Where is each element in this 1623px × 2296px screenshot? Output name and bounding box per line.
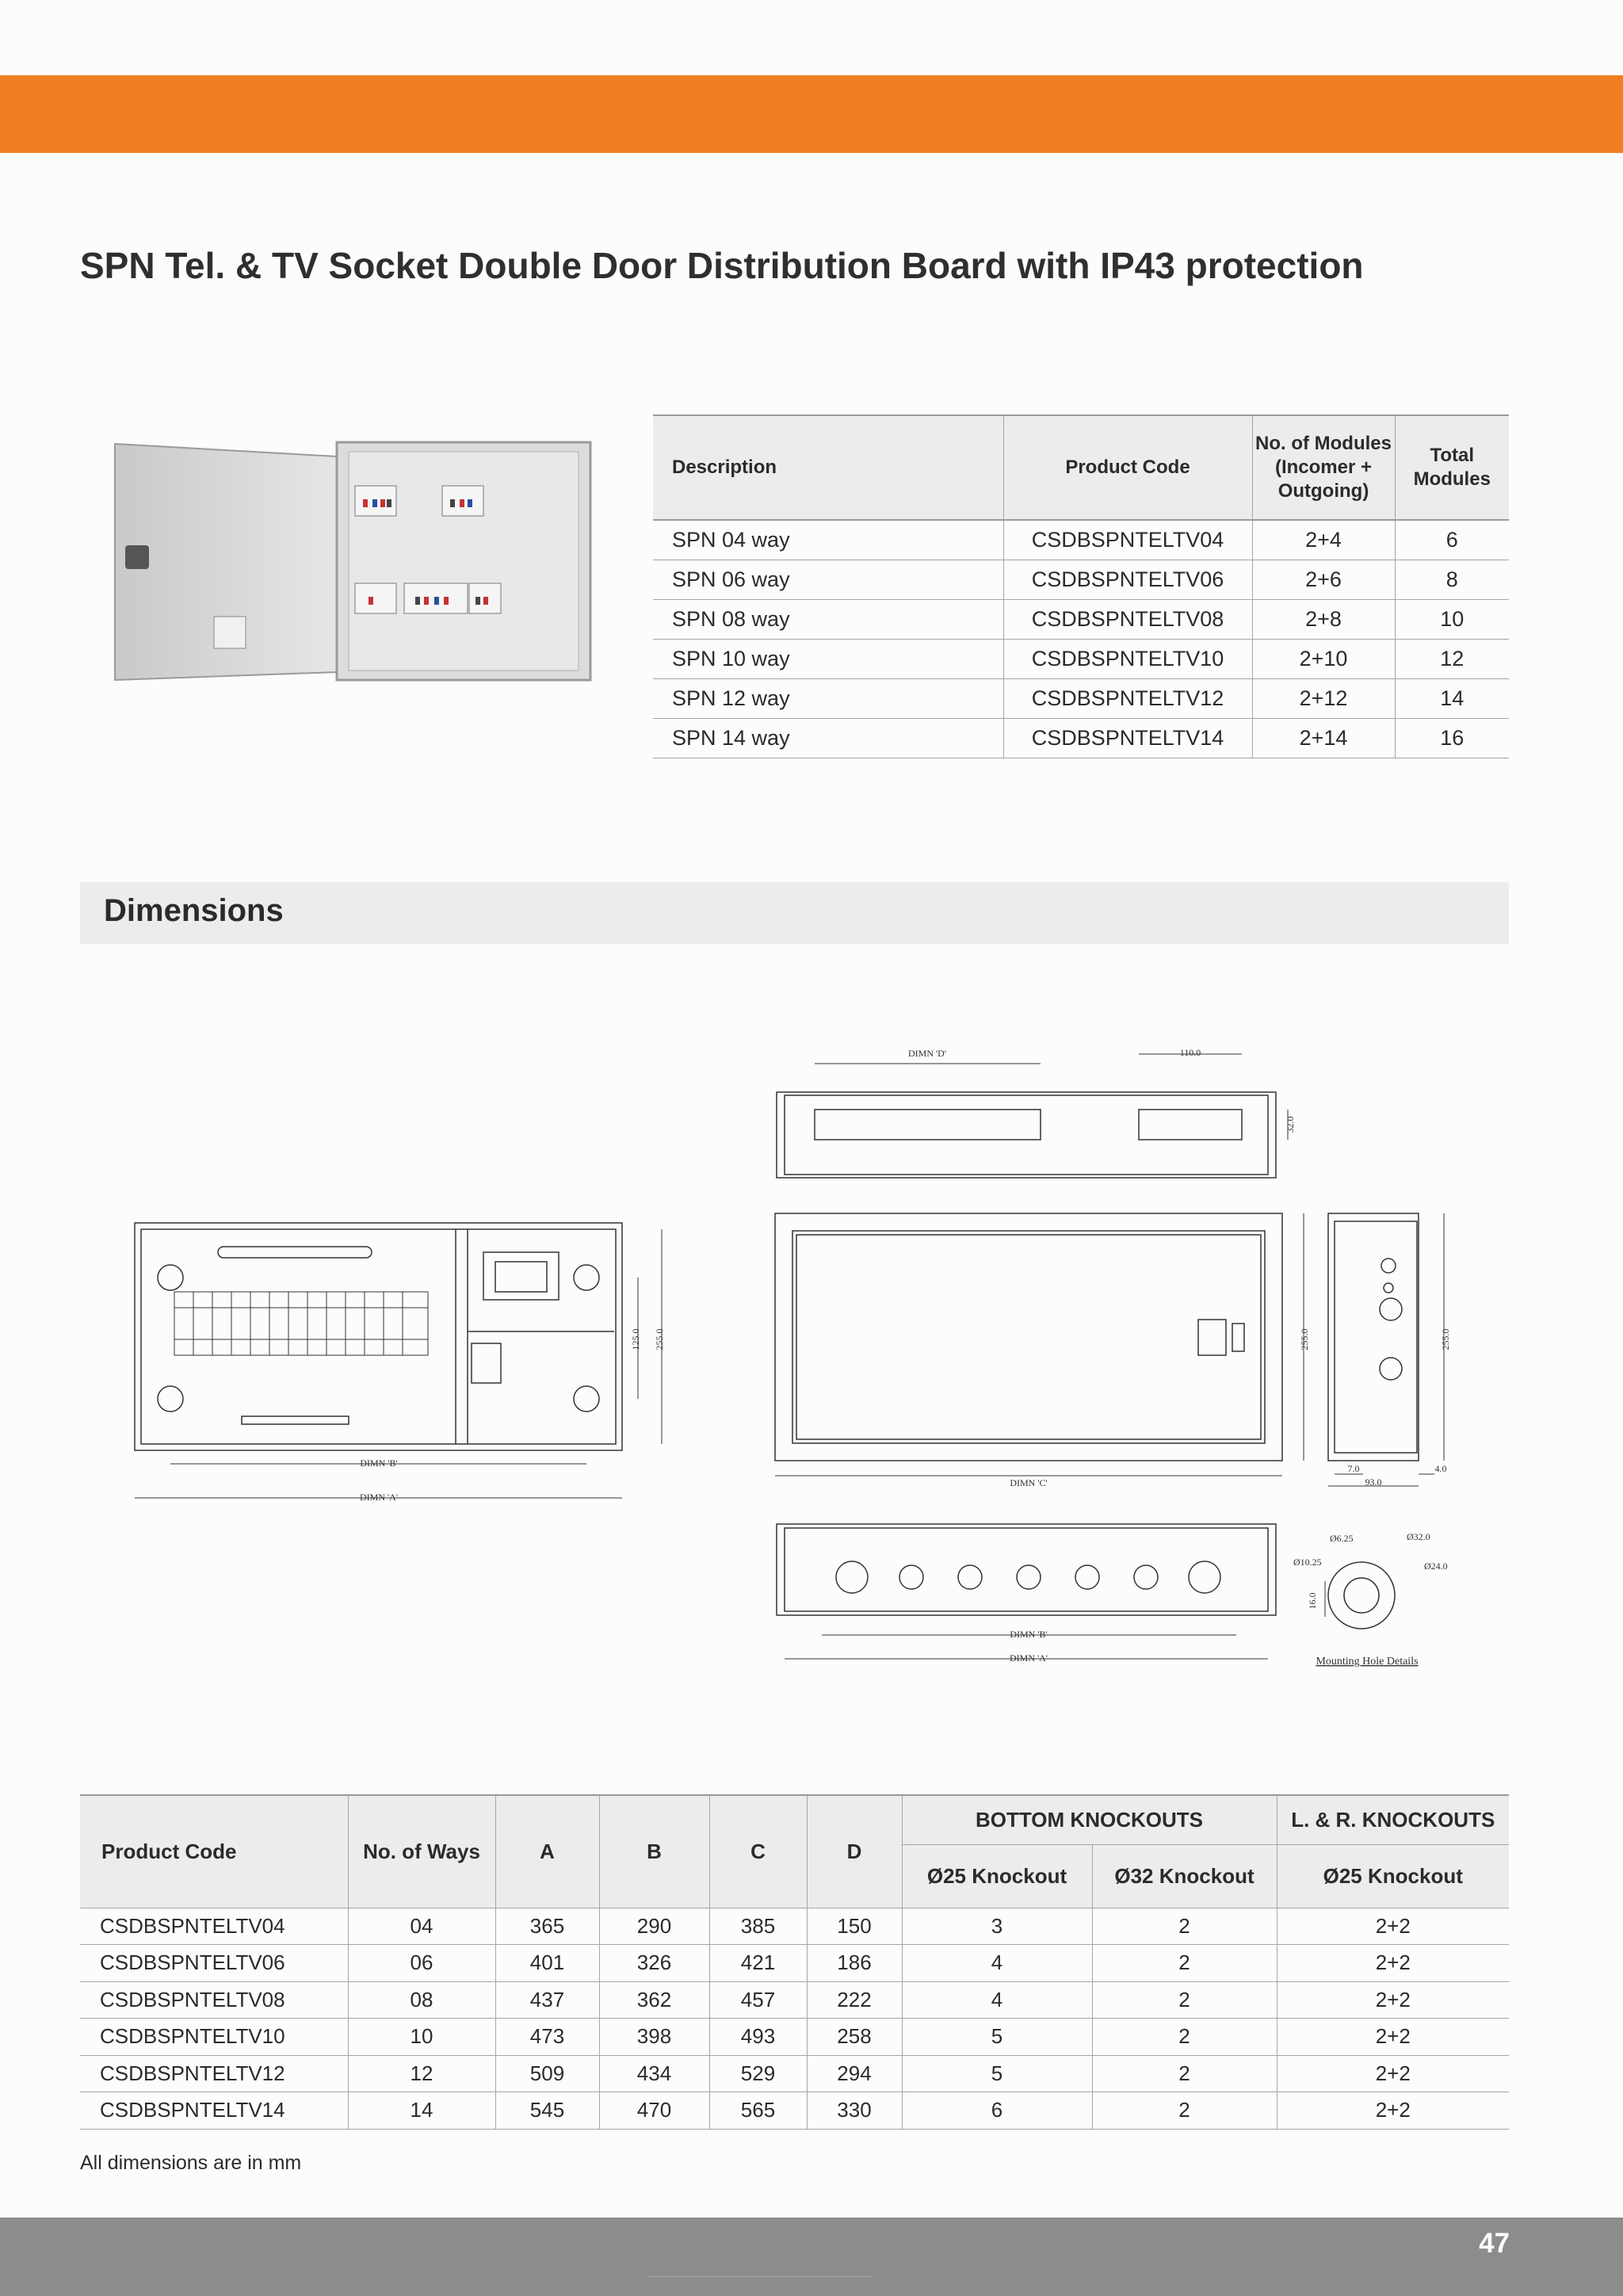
- table-row: [80, 2019, 1509, 2056]
- dimension-drawing: [0, 1030, 1623, 1688]
- label-255-side: 255.0: [1440, 1328, 1451, 1350]
- col-group-bottom-knockouts: BOTTOM KNOCKOUTS: [902, 1795, 1277, 1844]
- col-no-of-modules: No. of Modules (Incomer + Outgoing): [1252, 415, 1395, 520]
- label-4: 4.0: [1434, 1463, 1447, 1474]
- cell-k25: 6: [902, 2092, 1092, 2130]
- cell-d: 330: [807, 2092, 902, 2130]
- cell-modules: 2+12: [1252, 678, 1395, 718]
- cell-a: 509: [495, 2055, 599, 2092]
- top-accent-band: [0, 75, 1623, 153]
- cell-total: 10: [1395, 599, 1509, 639]
- label-dia-24: Ø24.0: [1424, 1561, 1448, 1572]
- label-255-front: 255.0: [654, 1328, 665, 1350]
- cell-ways: 10: [348, 2019, 495, 2056]
- cell-k25: 4: [902, 1981, 1092, 2019]
- cell-ways: 12: [348, 2055, 495, 2092]
- table-row: [80, 2092, 1509, 2130]
- cell-k25: 3: [902, 1908, 1092, 1945]
- col-c: C: [709, 1795, 807, 1908]
- label-dimn-b-bottom: DIMN 'B': [1010, 1629, 1048, 1640]
- mounting-hole-detail: [1325, 1562, 1395, 1629]
- col-product-code: Product Code: [80, 1795, 348, 1908]
- cell-description: SPN 12 way: [653, 678, 1003, 718]
- cell-product-code: CSDBSPNTELTV14: [80, 2092, 348, 2130]
- cell-c: 421: [709, 1945, 807, 1982]
- table-row: [653, 639, 1509, 678]
- table-row: [653, 599, 1509, 639]
- dimensions-title: Dimensions: [104, 893, 284, 928]
- cell-k25: 5: [902, 2019, 1092, 2056]
- cell-description: SPN 08 way: [653, 599, 1003, 639]
- cell-product-code: CSDBSPNTELTV14: [1003, 718, 1252, 758]
- page-number: 47: [1479, 2228, 1510, 2259]
- cell-d: 222: [807, 1981, 902, 2019]
- cell-b: 290: [599, 1908, 709, 1945]
- cell-product-code: CSDBSPNTELTV12: [1003, 678, 1252, 718]
- side-view: [1328, 1213, 1444, 1486]
- cell-b: 362: [599, 1981, 709, 2019]
- label-mounting-hole-details: Mounting Hole Details: [1316, 1656, 1419, 1668]
- cell-ways: 04: [348, 1908, 495, 1945]
- cell-d: 186: [807, 1945, 902, 1982]
- product-table: [653, 415, 1509, 758]
- cell-description: SPN 14 way: [653, 718, 1003, 758]
- cell-total: 16: [1395, 718, 1509, 758]
- table-row: [653, 678, 1509, 718]
- col-no-of-ways: No. of Ways: [348, 1795, 495, 1908]
- col-lr-25-knockout: Ø25 Knockout: [1277, 1844, 1509, 1908]
- product-table-header: [653, 415, 1509, 520]
- cell-d: 294: [807, 2055, 902, 2092]
- cell-description: SPN 06 way: [653, 560, 1003, 599]
- label-dia-6-25: Ø6.25: [1330, 1533, 1354, 1544]
- cell-k32: 2: [1092, 2092, 1277, 2130]
- col-32-knockout: Ø32 Knockout: [1092, 1844, 1277, 1908]
- product-photo: [111, 434, 602, 688]
- cell-product-code: CSDBSPNTELTV04: [80, 1908, 348, 1945]
- cell-k25: 4: [902, 1945, 1092, 1982]
- cell-k32: 2: [1092, 1908, 1277, 1945]
- col-product-code: Product Code: [1003, 415, 1252, 520]
- cell-ways: 14: [348, 2092, 495, 2130]
- cell-total: 12: [1395, 639, 1509, 678]
- cell-product-code: CSDBSPNTELTV06: [1003, 560, 1252, 599]
- col-d: D: [807, 1795, 902, 1908]
- cell-lr25: 2+2: [1277, 1981, 1509, 2019]
- cell-d: 258: [807, 2019, 902, 2056]
- cell-product-code: CSDBSPNTELTV06: [80, 1945, 348, 1982]
- cell-modules: 2+8: [1252, 599, 1395, 639]
- cell-a: 401: [495, 1945, 599, 1982]
- cell-total: 14: [1395, 678, 1509, 718]
- cell-ways: 08: [348, 1981, 495, 2019]
- cell-c: 385: [709, 1908, 807, 1945]
- cell-b: 398: [599, 2019, 709, 2056]
- cell-k32: 2: [1092, 1945, 1277, 1982]
- cell-c: 457: [709, 1981, 807, 2019]
- cell-product-code: CSDBSPNTELTV08: [1003, 599, 1252, 639]
- dimensions-footnote: All dimensions are in mm: [80, 2152, 302, 2174]
- cell-k25: 5: [902, 2055, 1092, 2092]
- cell-total: 6: [1395, 520, 1509, 560]
- cell-k32: 2: [1092, 1981, 1277, 2019]
- col-group-lr-knockouts: L. & R. KNOCKOUTS: [1277, 1795, 1509, 1844]
- cell-b: 434: [599, 2055, 709, 2092]
- cell-description: SPN 10 way: [653, 639, 1003, 678]
- table-row: [653, 560, 1509, 599]
- cell-product-code: CSDBSPNTELTV10: [80, 2019, 348, 2056]
- cell-a: 437: [495, 1981, 599, 2019]
- cell-a: 545: [495, 2092, 599, 2130]
- cell-total: 8: [1395, 560, 1509, 599]
- footer-rule: [648, 2276, 873, 2277]
- cell-b: 326: [599, 1945, 709, 1982]
- cell-lr25: 2+2: [1277, 2055, 1509, 2092]
- cell-lr25: 2+2: [1277, 1908, 1509, 1945]
- cell-d: 150: [807, 1908, 902, 1945]
- label-32: 32.0: [1285, 1116, 1296, 1133]
- front-view-closed: [775, 1213, 1304, 1476]
- label-255-closed: 255.0: [1299, 1328, 1310, 1350]
- cell-c: 493: [709, 2019, 807, 2056]
- cell-ways: 06: [348, 1945, 495, 1982]
- label-93: 93.0: [1365, 1477, 1382, 1488]
- table-row: [653, 718, 1509, 758]
- cell-modules: 2+4: [1252, 520, 1395, 560]
- cell-lr25: 2+2: [1277, 1945, 1509, 1982]
- top-view: [777, 1054, 1288, 1178]
- label-16: 16.0: [1307, 1592, 1318, 1610]
- dimension-table: [80, 1794, 1509, 2130]
- cell-lr25: 2+2: [1277, 2092, 1509, 2130]
- col-a: A: [495, 1795, 599, 1908]
- col-b: B: [599, 1795, 709, 1908]
- table-row: [80, 1908, 1509, 1945]
- cell-k32: 2: [1092, 2055, 1277, 2092]
- cell-a: 473: [495, 2019, 599, 2056]
- dimensions-header: [80, 882, 1509, 944]
- table-row: [80, 1981, 1509, 2019]
- cell-modules: 2+10: [1252, 639, 1395, 678]
- dimension-table-header-row-1: [80, 1795, 1509, 1844]
- col-25-knockout: Ø25 Knockout: [902, 1844, 1092, 1908]
- label-dia-10-25: Ø10.25: [1293, 1557, 1322, 1568]
- cell-description: SPN 04 way: [653, 520, 1003, 560]
- cell-a: 365: [495, 1908, 599, 1945]
- table-row: [80, 1945, 1509, 1982]
- footer-band: [0, 2218, 1623, 2296]
- label-dia-32: Ø32.0: [1407, 1531, 1430, 1542]
- label-dimn-a: DIMN 'A': [360, 1492, 398, 1503]
- label-dimn-d: DIMN 'D': [908, 1048, 946, 1059]
- cell-modules: 2+14: [1252, 718, 1395, 758]
- cell-product-code: CSDBSPNTELTV08: [80, 1981, 348, 2019]
- label-125: 125.0: [630, 1328, 641, 1350]
- label-dimn-c: DIMN 'C': [1010, 1477, 1048, 1488]
- table-row: [653, 520, 1509, 560]
- table-row: [80, 2055, 1509, 2092]
- cell-c: 565: [709, 2092, 807, 2130]
- cell-product-code: CSDBSPNTELTV04: [1003, 520, 1252, 560]
- label-dimn-a-bottom: DIMN 'A': [1010, 1652, 1048, 1664]
- label-110: 110.0: [1179, 1047, 1201, 1058]
- label-dimn-b: DIMN 'B': [360, 1457, 398, 1469]
- page-title: SPN Tel. & TV Socket Double Door Distribution Board with IP43 protection: [80, 245, 1364, 286]
- cell-c: 529: [709, 2055, 807, 2092]
- cell-modules: 2+6: [1252, 560, 1395, 599]
- col-total-modules: Total Modules: [1395, 415, 1509, 520]
- cell-product-code: CSDBSPNTELTV12: [80, 2055, 348, 2092]
- col-description: Description: [653, 415, 1003, 520]
- cell-lr25: 2+2: [1277, 2019, 1509, 2056]
- cell-k32: 2: [1092, 2019, 1277, 2056]
- front-view-open: [135, 1223, 662, 1498]
- cell-product-code: CSDBSPNTELTV10: [1003, 639, 1252, 678]
- cell-b: 470: [599, 2092, 709, 2130]
- label-7: 7.0: [1347, 1463, 1360, 1474]
